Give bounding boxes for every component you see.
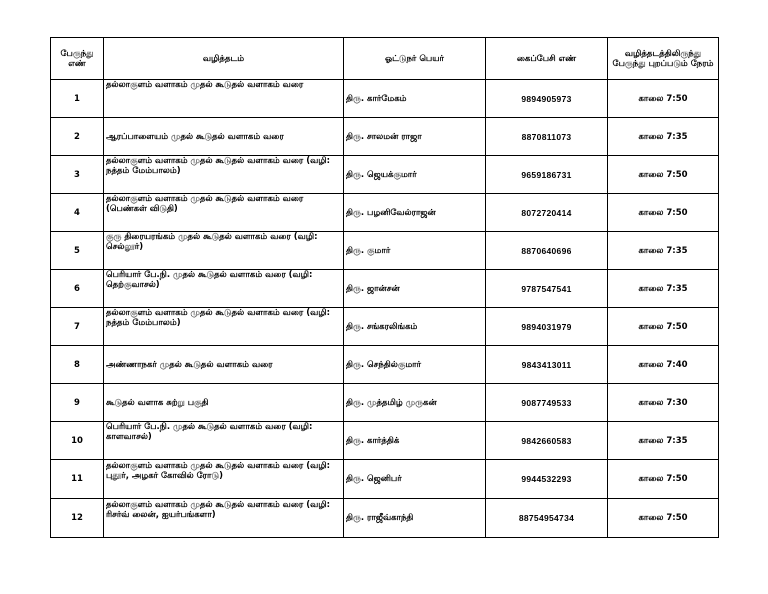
header-phone: கைப்பேசி எண் (486, 38, 608, 80)
table-row (51, 80, 719, 118)
route-cell: ஆரப்பாளையம் முதல் கூடுதல் வளாகம் வரை (104, 118, 344, 156)
driver-cell: திரு. கார்மேகம் (344, 80, 486, 118)
driver-cell: திரு. குமார் (344, 232, 486, 270)
phone-cell: 9894905973 (486, 80, 608, 118)
driver-cell: திரு. செந்தில்குமார் (344, 346, 486, 384)
table-row (51, 308, 719, 346)
phone-cell: 88754954734 (486, 499, 608, 538)
header-route: வழித்தடம் (104, 38, 344, 80)
phone-cell: 9842660583 (486, 422, 608, 460)
table-row (51, 499, 719, 538)
route-cell: தல்லாகுளம் வளாகம் முதல் கூடுதல் வளாகம் வரை (வழி: புதூர், அழகர் கோவில் ரோடு) (104, 460, 344, 499)
time-cell: காலை 7:50 (608, 460, 719, 499)
bus-number: 10 (51, 422, 104, 460)
phone-cell: 9944532293 (486, 460, 608, 499)
driver-cell: திரு. சாலமன் ராஜா (344, 118, 486, 156)
bus-number: 4 (51, 194, 104, 232)
route-cell: பெரியார் பே.நி. முதல் கூடுதல் வளாகம் வரை (வழி: தெற்குவாசல்) (104, 270, 344, 308)
phone-cell: 8870640696 (486, 232, 608, 270)
bus-number: 3 (51, 156, 104, 194)
bus-number: 1 (51, 80, 104, 118)
table-row (51, 270, 719, 308)
bus-number: 2 (51, 118, 104, 156)
route-cell: குரு திரையரங்கம் முதல் கூடுதல் வளாகம் வரை (வழி: செல்லூர்) (104, 232, 344, 270)
phone-cell: 8870811073 (486, 118, 608, 156)
phone-cell: 8072720414 (486, 194, 608, 232)
time-cell: காலை 7:40 (608, 346, 719, 384)
phone-cell: 9087749533 (486, 384, 608, 422)
driver-cell: திரு. சங்கரலிங்கம் (344, 308, 486, 346)
phone-cell: 9659186731 (486, 156, 608, 194)
route-cell: பெரியார் பே.நி. முதல் கூடுதல் வளாகம் வரை (வழி: காளவாசல்) (104, 422, 344, 460)
route-cell: தல்லாகுளம் வளாகம் முதல் கூடுதல் வளாகம் வரை (வழி: நத்தம் மேம்பாலம்) (104, 308, 344, 346)
driver-cell: திரு. பழனிவேல்ராஜன் (344, 194, 486, 232)
route-cell: தல்லாகுளம் வளாகம் முதல் கூடுதல் வளாகம் வரை (வழி: நத்தம் மேம்பாலம்) (104, 156, 344, 194)
time-cell: காலை 7:50 (608, 308, 719, 346)
table-row (51, 118, 719, 156)
time-cell: காலை 7:35 (608, 270, 719, 308)
time-cell: காலை 7:50 (608, 156, 719, 194)
bus-number: 6 (51, 270, 104, 308)
table-row (51, 422, 719, 460)
driver-cell: திரு. ஜெயக்குமார் (344, 156, 486, 194)
driver-cell: திரு. ராஜீவ்காந்தி (344, 499, 486, 538)
route-cell: அண்ணாநகர் முதல் கூடுதல் வளாகம் வரை (104, 346, 344, 384)
bus-number: 12 (51, 499, 104, 538)
header-bus-no: பேருந்து எண் (51, 38, 104, 80)
driver-cell: திரு. முத்தமிழ் முருகன் (344, 384, 486, 422)
table-row (51, 460, 719, 499)
table-header-row (51, 38, 719, 80)
driver-cell: திரு. ஜெனிபர் (344, 460, 486, 499)
bus-number: 8 (51, 346, 104, 384)
header-departure: வழித்தடத்திலிருந்து பேருந்து புறப்படும் நேரம் (608, 38, 719, 80)
phone-cell: 9894031979 (486, 308, 608, 346)
route-cell: கூடுதல் வளாக சுற்று பகுதி (104, 384, 344, 422)
route-cell: தல்லாகுளம் வளாகம் முதல் கூடுதல் வளாகம் வரை (பெண்கள் விடுதி) (104, 194, 344, 232)
header-driver: ஓட்டுநர் பெயர் (344, 38, 486, 80)
table-row (51, 194, 719, 232)
route-cell: தல்லாகுளம் வளாகம் முதல் கூடுதல் வளாகம் வரை (104, 80, 344, 118)
time-cell: காலை 7:50 (608, 499, 719, 538)
bus-schedule-table (50, 37, 719, 538)
table-row (51, 384, 719, 422)
time-cell: காலை 7:50 (608, 80, 719, 118)
bus-number: 9 (51, 384, 104, 422)
driver-cell: திரு. கார்த்திக் (344, 422, 486, 460)
table-row (51, 232, 719, 270)
table-row (51, 156, 719, 194)
bus-number: 11 (51, 460, 104, 499)
bus-number: 5 (51, 232, 104, 270)
driver-cell: திரு. ஜான்சன் (344, 270, 486, 308)
time-cell: காலை 7:30 (608, 384, 719, 422)
route-cell: தல்லாகுளம் வளாகம் முதல் கூடுதல் வளாகம் வரை (வழி: ரிசர்வ் லைன், ஐயர்பங்களா) (104, 499, 344, 538)
time-cell: காலை 7:35 (608, 422, 719, 460)
table-row (51, 346, 719, 384)
time-cell: காலை 7:35 (608, 118, 719, 156)
phone-cell: 9843413011 (486, 346, 608, 384)
time-cell: காலை 7:50 (608, 194, 719, 232)
phone-cell: 9787547541 (486, 270, 608, 308)
bus-number: 7 (51, 308, 104, 346)
time-cell: காலை 7:35 (608, 232, 719, 270)
